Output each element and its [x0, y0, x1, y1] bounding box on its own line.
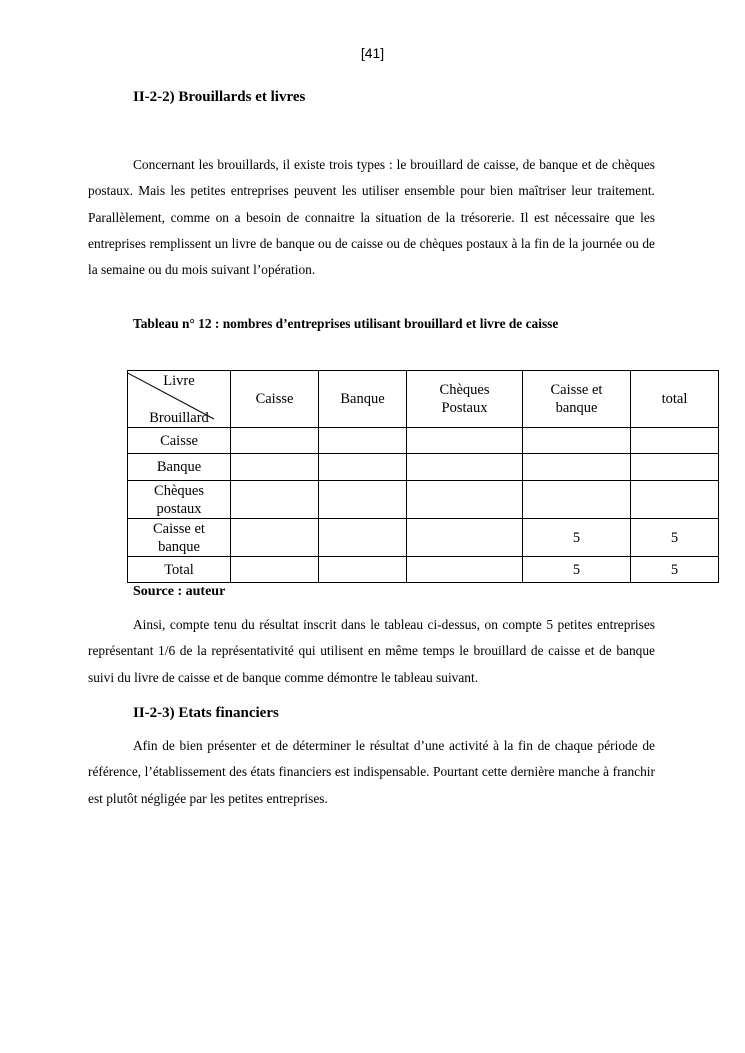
table-cell: 5	[631, 557, 719, 583]
table-cell	[319, 557, 407, 583]
paragraph-text: Concernant les brouillards, il existe trois types : le brouillard de caisse, de banque et de chèques postaux. Mais les petites entreprises peuvent les utiliser ensemble pour bien maîtriser leur traitement. Parallèlement, comme on a besoin de connaitre la situation de la trésorerie. Il est nécessaire que les entreprises remplissent un livre de banque ou de caisse ou de chèques postaux à la fin de la journée ou de la semaine ou du mois suivant l’opération.	[88, 157, 655, 278]
corner-label-livre: Livre	[163, 373, 195, 389]
column-header: Chèques Postaux	[407, 371, 523, 428]
table-cell	[231, 481, 319, 519]
row-label: Chèques postaux	[128, 481, 231, 519]
table-cell	[523, 481, 631, 519]
paragraph-etats-financiers	[88, 733, 655, 812]
section-heading-etats-financiers: II-2-3) Etats financiers	[133, 705, 279, 721]
table-cell: 5	[523, 557, 631, 583]
table-cell	[407, 428, 523, 454]
table-cell	[319, 481, 407, 519]
table-row	[128, 428, 719, 454]
table-caption: Tableau n° 12 : nombres d’entreprises utilisant brouillard et livre de caisse	[133, 316, 559, 331]
table-cell	[231, 519, 319, 557]
table-cell	[231, 557, 319, 583]
table-cell	[231, 454, 319, 481]
table-cell	[631, 454, 719, 481]
corner-label-brouillard: Brouillard	[149, 410, 209, 426]
table-cell	[407, 454, 523, 481]
table-cell	[407, 481, 523, 519]
table-row	[128, 454, 719, 481]
row-label: Caisse et banque	[128, 519, 231, 557]
row-label: Banque	[128, 454, 231, 481]
table-cell	[319, 454, 407, 481]
table-cell	[231, 428, 319, 454]
table-corner-cell	[128, 371, 231, 428]
table-row	[128, 519, 719, 557]
table-cell	[407, 519, 523, 557]
column-header: Caisse et banque	[523, 371, 631, 428]
table-header-row	[128, 371, 719, 428]
column-header: Banque	[319, 371, 407, 428]
paragraph-analysis	[88, 612, 655, 691]
row-label: Caisse	[128, 428, 231, 454]
paragraph-text: Afin de bien présenter et de déterminer le résultat d’une activité à la fin de chaque période de référence, l’établissement des états financiers est indispensable. Pourtant cette dernière manche à franchir est plutôt négligée par les petites entreprises.	[88, 738, 655, 806]
table-cell	[407, 557, 523, 583]
table-cell	[523, 454, 631, 481]
paragraph-text: Ainsi, compte tenu du résultat inscrit dans le tableau ci-dessus, on compte 5 petites entreprises représentant 1/6 de la représentativité qui utilisent en même temps le brouillard de caisse et de banque suivi du livre de caisse et de banque comme démontre le tableau suivant.	[88, 617, 655, 685]
table-source: Source : auteur	[133, 584, 226, 599]
table-cell	[631, 481, 719, 519]
paragraph-brouillards	[88, 152, 655, 283]
row-label: Total	[128, 557, 231, 583]
table-cell	[319, 519, 407, 557]
usage-table	[127, 370, 719, 583]
section-heading-brouillards: II-2-2) Brouillards et livres	[133, 89, 306, 105]
column-header: total	[631, 371, 719, 428]
table-cell	[523, 428, 631, 454]
table-cell	[319, 428, 407, 454]
table-cell: 5	[523, 519, 631, 557]
table-cell	[631, 428, 719, 454]
table-total-row	[128, 557, 719, 583]
page-number: [41]	[360, 45, 385, 61]
table-row	[128, 481, 719, 519]
table-cell: 5	[631, 519, 719, 557]
column-header: Caisse	[231, 371, 319, 428]
